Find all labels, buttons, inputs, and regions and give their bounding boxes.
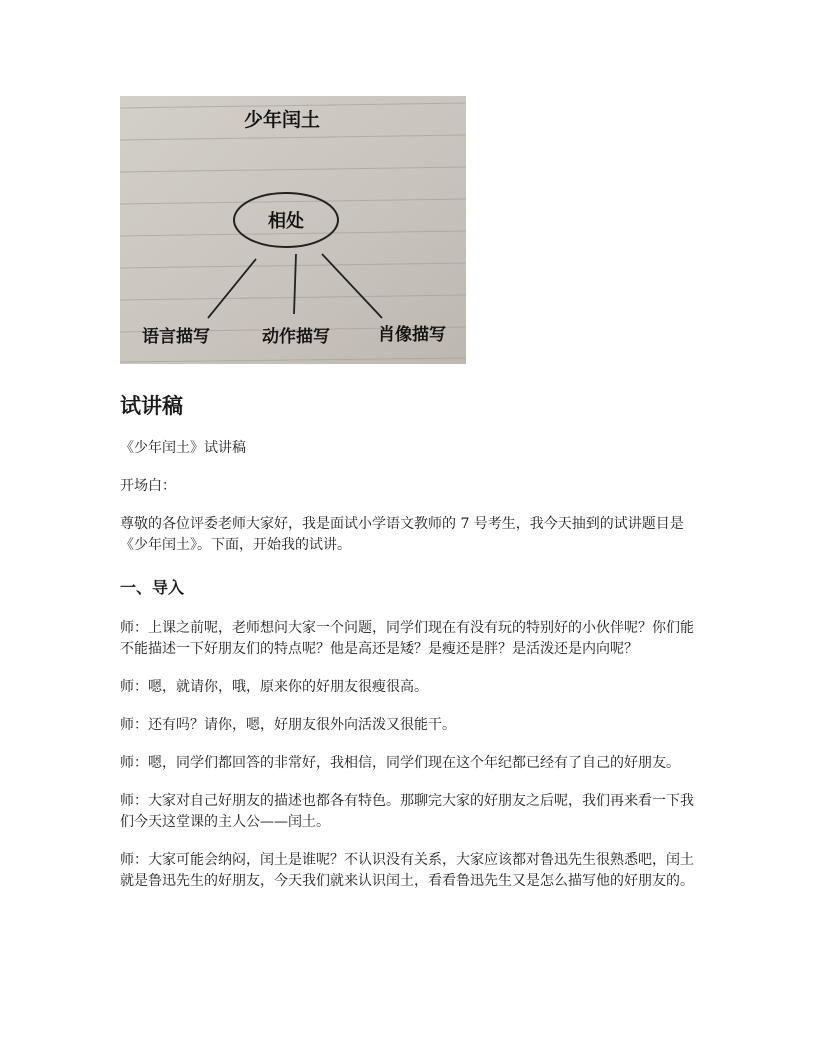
paragraph: 师：大家对自己好朋友的描述也都各有特色。那聊完大家的好朋友之后呢，我们再来看一下我们今天这堂课的主人公——闰土。 xyxy=(120,793,694,830)
opening-text: 尊敬的各位评委老师大家好，我是面试小学语文教师的 7 号考生，我今天抽到的试讲题目是《少年闰土》。下面，开始我的试讲。 xyxy=(120,516,684,553)
paragraph: 师：还有吗？请你，嗯，好朋友很外向活泼又很能干。 xyxy=(120,717,456,733)
sketch-branch-3: 肖像描写 xyxy=(378,325,446,345)
section-heading: 一、导入 xyxy=(120,578,185,597)
sketch-title: 少年闰土 xyxy=(243,109,321,131)
document-page xyxy=(120,96,700,892)
mind-map-sketch xyxy=(120,96,466,364)
paragraph: 师：嗯，就请你，哦，原来你的好朋友很瘦很高。 xyxy=(120,679,428,695)
sketch-branch-2: 动作描写 xyxy=(262,327,330,347)
document-heading: 试讲稿 xyxy=(120,394,183,418)
paragraph: 师：嗯，同学们都回答的非常好，我相信，同学们现在这个年纪都已经有了自己的好朋友。 xyxy=(120,755,680,771)
sketch-center: 相处 xyxy=(268,211,304,232)
opening-label: 开场白： xyxy=(120,478,176,494)
paragraph: 师：大家可能会纳闷，闰土是谁呢？不认识没有关系，大家应该都对鲁迅先生很熟悉吧，闰土就是鲁迅先生的好朋友，今天我们就来认识闰土，看看鲁迅先生又是怎么描写他的好朋友的。 xyxy=(120,852,694,889)
notebook-photo xyxy=(120,96,466,364)
sketch-branch-1: 语言描写 xyxy=(142,327,210,347)
subtitle: 《少年闰土》试讲稿 xyxy=(120,440,246,456)
paragraph: 师：上课之前呢，老师想问大家一个问题，同学们现在有没有玩的特别好的小伙伴呢？你们能不能描述一下好朋友们的特点呢？他是高还是矮？是瘦还是胖？是活泼还是内向呢？ xyxy=(120,620,694,657)
